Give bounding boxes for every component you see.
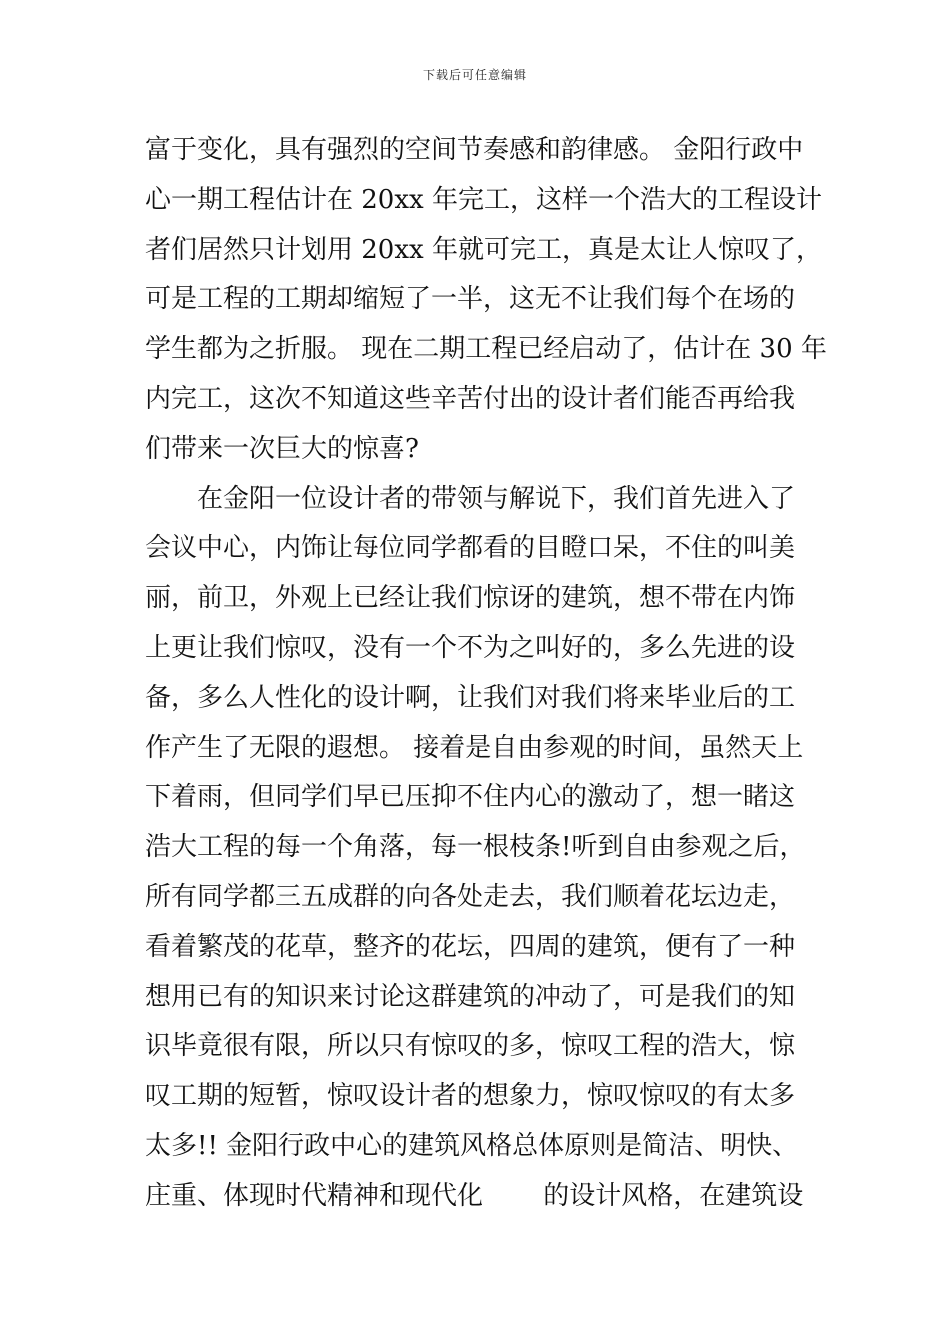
text-line: 识毕竟很有限，所以只有惊叹的多，惊叹工程的浩大，惊: [145, 1031, 796, 1062]
text-line: 庄重、体现时代精神和现代化 的设计风格，在建筑设: [145, 1180, 804, 1211]
text-line: 心一期工程估计在 20xx 年完工，这样一个浩大的工程设计: [145, 184, 822, 215]
text-line: 者们居然只计划用 20xx 年就可完工，真是太让人惊叹了，: [145, 234, 822, 265]
text-line: 备，多么人性化的设计啊，让我们对我们将来毕业后的工: [145, 682, 796, 713]
text-line: 上更让我们惊叹，没有一个不为之叫好的，多么先进的设: [145, 632, 796, 663]
text-line: 学生都为之折服。 现在二期工程已经启动了，估计在 30 年: [145, 334, 827, 365]
text-line: 太多!! 金阳行政中心的建筑风格总体原则是简洁、明快、: [145, 1130, 799, 1161]
text-line: 富于变化，具有强烈的空间节奏感和韵律感。 金阳行政中: [145, 135, 804, 165]
text-line: 丽，前卫，外观上已经让我们惊讶的建筑，想不带在内饰: [145, 583, 796, 614]
page-header: 下载后可任意编辑: [422, 68, 527, 82]
text-line: 作产生了无限的遐想。 接着是自由参观的时间，虽然天上: [145, 732, 804, 763]
paragraph-first-line: 在金阳一位设计者的带领与解说下，我们首先进入了: [197, 483, 796, 514]
text-line: 会议中心，内饰让每位同学都看的目瞪口呆，不住的叫美: [145, 533, 796, 564]
text-line: 下着雨，但同学们早已压抑不住内心的激动了，想一睹这: [145, 782, 796, 813]
text-line: 可是工程的工期却缩短了一半，这无不让我们每个在场的: [145, 284, 796, 315]
text-line: 看着繁茂的花草，整齐的花坛，四周的建筑，便有了一种: [145, 931, 796, 962]
text-line: 想用已有的知识来讨论这群建筑的冲动了，可是我们的知: [145, 981, 796, 1012]
text-line: 内完工，这次不知道这些辛苦付出的设计者们能否再给我: [145, 383, 796, 414]
document-body: [145, 126, 827, 1222]
text-line: 所有同学都三五成群的向各处走去，我们顺着花坛边走，: [145, 881, 796, 912]
text-line: 叹工期的短暂，惊叹设计者的想象力，惊叹惊叹的有太多: [145, 1081, 796, 1112]
text-line: 们带来一次巨大的惊喜?: [145, 433, 419, 464]
text-line: 浩大工程的每一个角落，每一根枝条!听到自由参观之后，: [145, 832, 806, 863]
